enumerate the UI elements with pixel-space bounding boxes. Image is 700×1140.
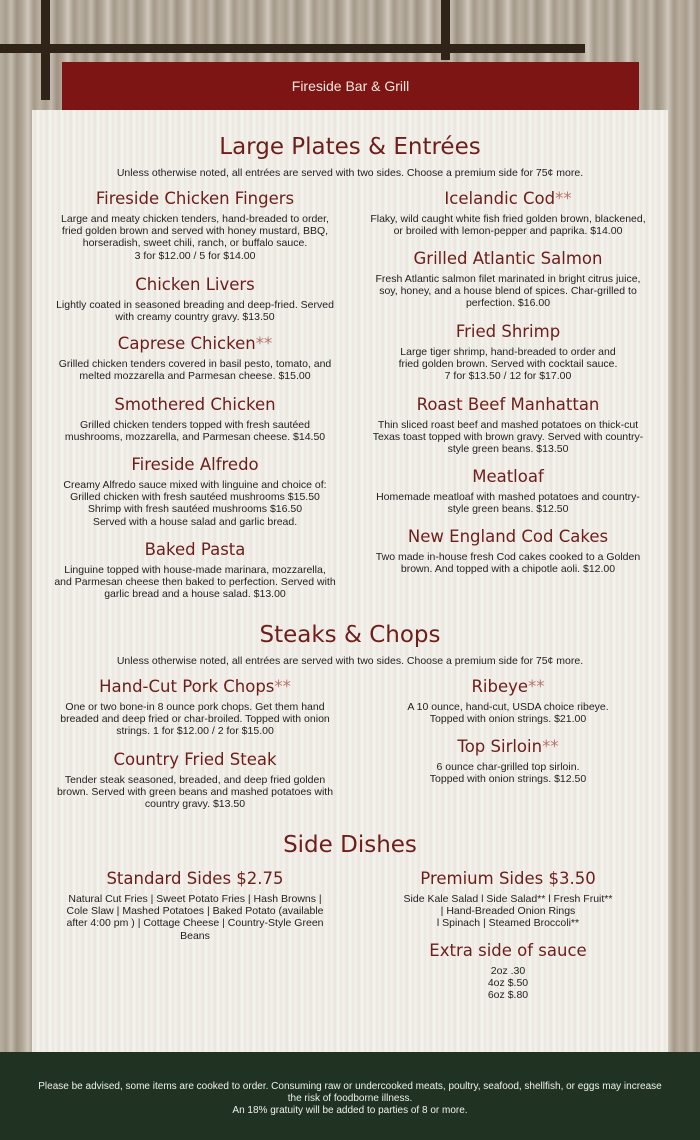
item-name: Standard Sides $2.75: [106, 869, 284, 888]
decorative-post: [441, 0, 450, 60]
menu-item: Extra side of sauce 2oz .30 4oz $.50 6oz $.80: [429, 941, 587, 1002]
item-name: Fried Shrimp: [455, 322, 561, 341]
menu-item: Premium Sides $3.50 Side Kale Salad l Side Salad** l Fresh Fruit** | Hand-Breaded Onion Rings l Spinach | Steamed Broccoli**: [403, 869, 613, 930]
menu-item: Standard Sides $2.75 Natural Cut Fries | Sweet Potato Fries | Hash Browns | Cole Slaw | Mashed Potatoes | Baked Potato (available after 4:00 pm ) | Cottage Cheese | Country-Style Green Beans: [66, 869, 324, 942]
decorative-post: [41, 0, 50, 100]
menu-item: Chicken Livers Lightly coated in seasoned breading and deep-fried. Served with creamy country gravy. $13.50: [56, 275, 334, 324]
item-name: Country Fried Steak: [113, 750, 277, 769]
item-name: Roast Beef Manhattan: [416, 395, 600, 414]
item-name: Extra side of sauce: [429, 941, 587, 960]
footer-disclaimer: [0, 1052, 700, 1140]
menu-item: Meatloaf Homemade meatloaf with mashed potatoes and country- style green beans. $12.50: [376, 467, 640, 516]
menu-item: Grilled Atlantic Salmon Fresh Atlantic salmon filet marinated in bright citrus juice, soy, honey, and a house blend of spices. Char-grilled to perfection. $16.00: [375, 249, 641, 310]
item-name: Caprese Chicken: [117, 334, 256, 353]
menu-item: Ribeye** A 10 ounce, hand-cut, USDA choice ribeye. Topped with onion strings. $21.00: [407, 677, 609, 726]
item-name: New England Cod Cakes: [407, 527, 609, 546]
menu-item: Top Sirloin** 6 ounce char-grilled top sirloin. Topped with onion strings. $12.50: [429, 737, 587, 786]
section-title-entrees: Large Plates & Entrées: [219, 134, 481, 160]
menu-item: Country Fried Steak Tender steak seasoned, breaded, and deep fried golden brown. Served with green beans and mashed potatoes with country gravy. $13.50: [56, 750, 334, 811]
decorative-beam: [0, 44, 585, 53]
item-name: Baked Pasta: [144, 540, 246, 559]
menu-item: Icelandic Cod** Flaky, wild caught white fish fried golden brown, blackened, or broiled with lemon-pepper and paprika. $14.00: [370, 189, 646, 238]
section-title-sides: Side Dishes: [283, 832, 417, 858]
restaurant-name: Fireside Bar & Grill: [291, 78, 410, 94]
item-name: Top Sirloin: [457, 737, 543, 756]
item-name: Hand-Cut Pork Chops: [99, 677, 275, 696]
gratuity-note: An 18% gratuity will be added to parties of 8 or more.: [232, 1105, 468, 1116]
menu-item: Caprese Chicken** Grilled chicken tenders covered in basil pesto, tomato, and melted mozzarella and Parmesan cheese. $15.00: [58, 334, 332, 383]
menu-item: Fireside Alfredo Creamy Alfredo sauce mixed with linguine and choice of: Grilled chicken with fresh sautéed mushrooms $15.50 Shrimp with fresh sautéed mushrooms $16.50 Served with a house salad and garlic bread.: [63, 455, 327, 528]
item-name: Chicken Livers: [135, 275, 255, 294]
menu-item: Smothered Chicken Grilled chicken tenders topped with fresh sautéed mushrooms, mozzarella, and Parmesan cheese. $14.50: [64, 395, 326, 444]
item-name: Premium Sides $3.50: [420, 869, 596, 888]
section-note-steaks: Unless otherwise noted, all entrées are served with two sides. Choose a premium side for 75¢ more.: [116, 655, 584, 667]
item-name: Smothered Chicken: [114, 395, 276, 414]
item-name: Fireside Chicken Fingers: [95, 189, 295, 208]
item-name: Ribeye: [471, 677, 529, 696]
menu-item: Fireside Chicken Fingers Large and meaty chicken tenders, hand-breaded to order, fried golden brown and served with honey mustard, BBQ, horseradish, sweet chili, ranch, or buffalo sauce. 3 for $12.00 / 5 for $14.00: [61, 189, 329, 262]
section-note-entrees: Unless otherwise noted, all entrées are served with two sides. Choose a premium side for 75¢ more.: [116, 167, 584, 179]
menu-item: Roast Beef Manhattan Thin sliced roast beef and mashed potatoes on thick-cut Texas toast topped with brown gravy. Served with country- style green beans. $13.50: [372, 395, 644, 456]
section-title-steaks: Steaks & Chops: [259, 622, 441, 648]
item-name: Fireside Alfredo: [131, 455, 259, 474]
item-name: Meatloaf: [472, 467, 544, 486]
item-name: Icelandic Cod: [444, 189, 556, 208]
foodborne-warning: Please be advised, some items are cooked to order. Consuming raw or undercooked meats, poultry, seafood, shellfish, or eggs may increase the risk of foodborne illness.: [38, 1081, 662, 1104]
restaurant-header: [62, 62, 639, 110]
item-name: Grilled Atlantic Salmon: [413, 249, 603, 268]
menu-item: New England Cod Cakes Two made in-house fresh Cod cakes cooked to a Golden brown. And topped with a chipotle aoli. $12.00: [375, 527, 641, 576]
menu-item: Fried Shrimp Large tiger shrimp, hand-breaded to order and fried golden brown. Served with cocktail sauce. 7 for $13.50 / 12 for $17.00: [398, 322, 618, 383]
menu-item: Hand-Cut Pork Chops** One or two bone-in 8 ounce pork chops. Get them hand breaded and deep fried or char-broiled. Topped with onion strings. 1 for $12.00 / 2 for $15.00: [60, 677, 330, 738]
menu-item: Baked Pasta Linguine topped with house-made marinara, mozzarella, and Parmesan cheese then baked to perfection. Served with garlic bread and a house salad. $13.00: [54, 540, 336, 601]
